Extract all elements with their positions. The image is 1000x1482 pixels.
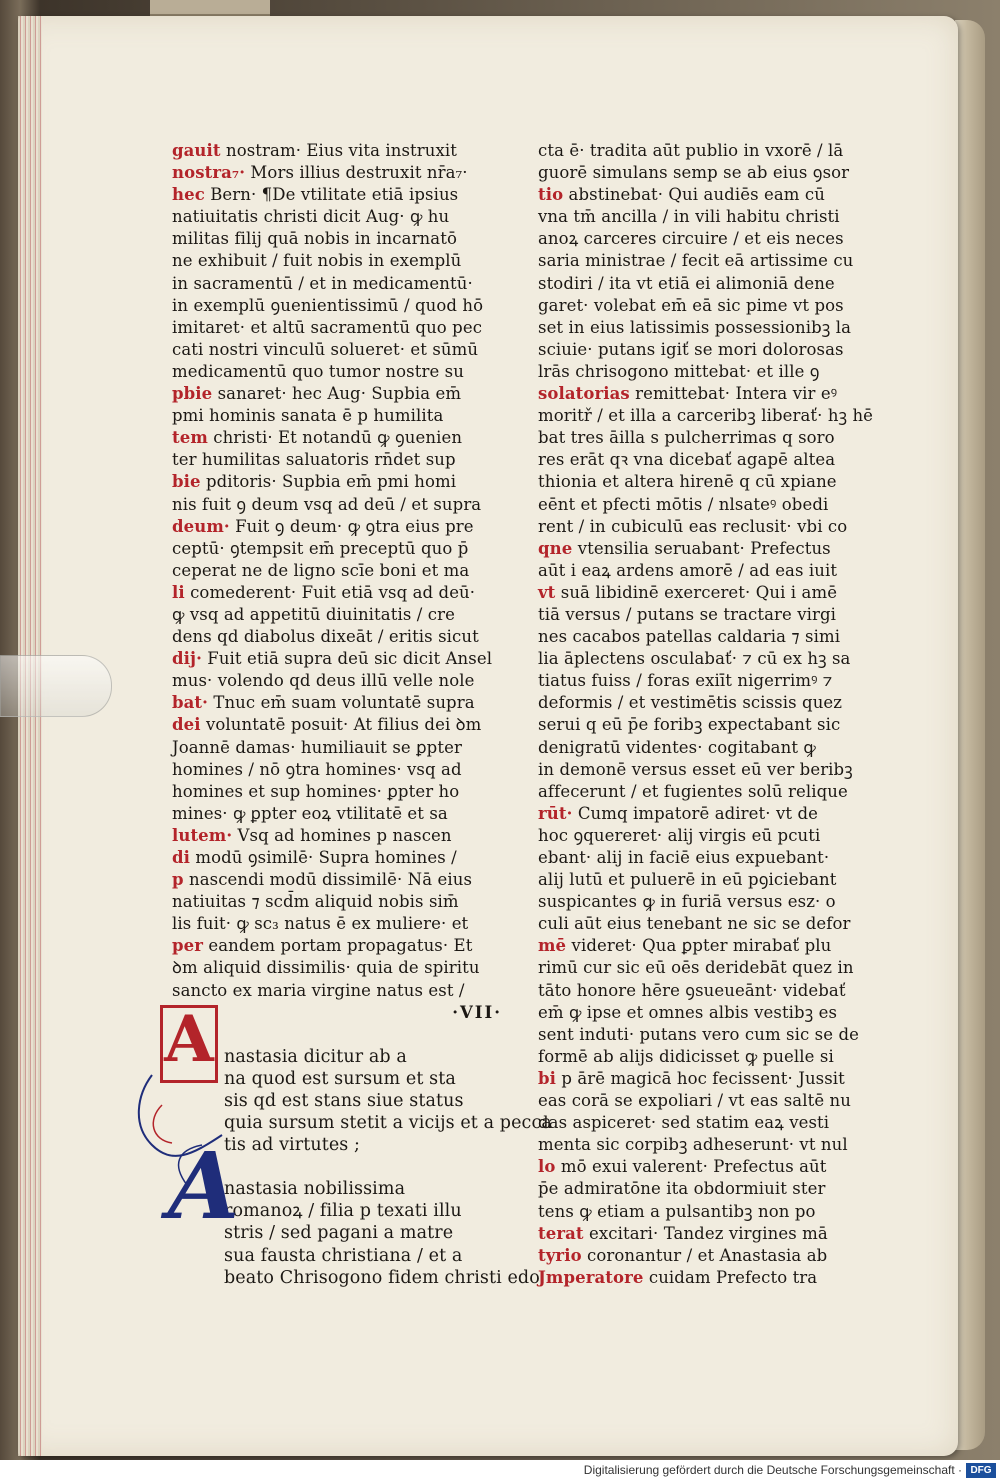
left-column-line: homines et sup homines· ꝑpter ho <box>172 781 460 801</box>
red-initial-letter: A <box>160 1005 218 1083</box>
right-column-line: qne vtensilia seruabant· Prefectus <box>538 538 831 558</box>
rubric-mark: hec <box>172 185 205 205</box>
right-column-line: guorē simulans semp se ab eius ꝯsor <box>538 163 850 183</box>
legend-line: nastasia nobilissima <box>224 1179 406 1200</box>
rubric-mark: tyrio <box>538 1245 582 1265</box>
rubric-mark: p <box>172 870 184 890</box>
left-column-line: medicamentū quo tumor nostre su <box>172 361 464 381</box>
footer-bar <box>0 1460 1000 1482</box>
left-column-line: mus· volendo qd deus illū velle nole <box>172 671 475 691</box>
right-column-line: das aspiceret· sed statim eaꝝ vesti <box>538 1113 830 1133</box>
right-column-line: Jmperatore cuidam Prefecto tra <box>538 1267 818 1287</box>
left-column-line: nostra₇· Mors illius destruxit nr̄a₇· <box>172 163 468 183</box>
rubric-mark: rūt· <box>538 803 573 823</box>
right-column-line: set in eius latissimis possessionibꝫ la <box>538 317 852 337</box>
right-column-line: denigratū videntes· cogitabant ꝙ <box>538 737 816 757</box>
left-column-line: pbie sanaret· hec Aug· Supbia em̄ <box>172 384 462 404</box>
right-column-line: eas corā se expoliari / vt eas saltē nu <box>538 1091 851 1111</box>
right-column-line: stodiri / ita vt etiā ei alimoniā dene <box>538 273 835 293</box>
rubric-mark: deum· <box>172 516 230 536</box>
right-column-line: serui q eū p̄e foribꝫ expectabant sic <box>538 715 841 735</box>
right-column-line: rimū cur sic eū oēs deridebāt quez in <box>538 958 854 978</box>
right-column-line: cta ē· tradita aūt publio in vxorē / lā <box>538 141 844 160</box>
left-column-line: gauit nostram· Eius vita instruxit <box>172 141 457 160</box>
right-column-line: eēnt et pfecti mōtis / nlsateꝰ obedi <box>538 494 829 514</box>
right-column-line: p̄e admiratōne ita obdormiuit ster <box>538 1179 826 1199</box>
chapter-intro-line: quia sursum stetit a vicijs et a pecca <box>224 1113 552 1134</box>
left-column-line: militas filij quā nobis in incarnatō <box>172 229 457 249</box>
left-column-line: bat· Tnuc em̄ suam voluntatē supra <box>172 693 475 713</box>
chapter-intro-line: tis ad virtutes ; <box>224 1135 361 1156</box>
right-column-line: garet· volebat em̄ eā sic pime vt pos <box>538 295 844 315</box>
right-column-line: alij lutū et puluerē in eū pꝯiciebant <box>538 870 837 890</box>
rubric-mark: di <box>172 848 191 867</box>
left-column-line: sancto ex maria virgine natus est / <box>172 980 465 1000</box>
right-column-line: affecerunt / et fugientes solū relique <box>538 781 848 801</box>
rubric-mark: mē <box>538 936 567 956</box>
left-column-line: ne exhibuit / fuit nobis in exemplū <box>172 251 462 271</box>
rubric-mark: tem <box>172 428 208 448</box>
rubric-mark: bi <box>538 1068 557 1088</box>
rubric-mark: pbie <box>172 384 213 404</box>
rubric-mark: bie <box>172 472 201 492</box>
left-column-line: hec Bern· ¶De vtilitate etiā ipsius <box>172 185 459 205</box>
rubric-mark: qne <box>538 538 573 558</box>
dfg-logo: DFG <box>966 1463 996 1478</box>
legend-line: romanoꝝ / filia p texati illu <box>224 1201 462 1222</box>
right-column-line: anoꝝ carceres circuire / et eis neces <box>538 229 844 249</box>
page-edge <box>955 20 985 1450</box>
right-column-line: saria ministrae / fecit eā artissime cu <box>538 251 854 271</box>
right-column-line: tiatus fuiss / foras exiīt nigerrimꝰ ⁊ <box>538 671 833 691</box>
legend-line: beato Chrisogono fidem christi edo <box>224 1267 540 1288</box>
right-column-lines <box>538 140 884 1289</box>
left-column-line: ꝺm aliquid dissimilis· quia de spiritu <box>172 958 480 978</box>
right-column-line: suspicantes ꝙ in furiā versus esz· o <box>538 892 836 912</box>
chapter-intro-line: nastasia dicitur ab a <box>224 1046 407 1067</box>
blue-initial-letter: A <box>168 1132 240 1240</box>
right-column-line: tiā versus / putans se tractare virgi <box>538 604 837 624</box>
right-column-line: rūt· Cumq impatorē adiret· vt de <box>538 803 818 823</box>
page-gutter <box>18 16 42 1456</box>
left-column-line: pmi hominis sanata ē p humilita <box>172 406 444 426</box>
left-column-line: per eandem portam propagatus· Et <box>172 936 473 956</box>
right-column-line: solatorias remittebat· Intera vir eꝰ <box>538 384 838 404</box>
left-column-line: lis fuit· ꝙ sc₃ natus ē ex muliere· et <box>172 914 469 934</box>
rubric-mark: lutem· <box>172 825 233 845</box>
right-column-line: thionia et altera hirenē q cū xpiane <box>538 472 837 492</box>
left-column-line: p nascendi modū dissimilē· Nā eius <box>172 870 473 890</box>
left-column-line: imitaret· et altū sacramentū quo pec <box>172 317 483 337</box>
rubric-mark: dei <box>172 715 201 735</box>
right-column-line: culi aūt eius tenebant ne sic se defor <box>538 914 851 934</box>
left-column-line: homines / nō ꝯtra homines· vsq ad <box>172 759 462 779</box>
left-column-line: in exemplū ꝯuenientissimū / quod hō <box>172 295 484 315</box>
rubric-mark: Jmperatore <box>538 1267 644 1287</box>
rubric-mark: nostra₇· <box>172 163 246 183</box>
left-column-line: natiuitas ⁊ scd̄m aliquid nobis sim̄ <box>172 892 459 912</box>
rubric-mark: li <box>172 582 185 602</box>
chapter-intro-line: sis qd est stans siue status <box>224 1090 464 1111</box>
right-column-line: hoc ꝯquereret· alij virgis eū pcuti <box>538 825 821 845</box>
left-column-line: dei voluntatē posuit· At filius dei ꝺm <box>172 715 482 735</box>
left-column-lines <box>172 140 502 1002</box>
binding-strip <box>150 0 270 16</box>
right-column-line: deformis / et vestimētis scissis quez <box>538 693 843 713</box>
legend-line: stris / sed pagani a matre <box>224 1223 454 1244</box>
chapter-intro-line: na quod est sursum et sta <box>224 1068 456 1089</box>
right-column-line: tio abstinebat· Qui audiēs eam cū <box>538 185 825 205</box>
right-column-line: vna tm̄ ancilla / in vili habitu christi <box>538 207 840 227</box>
left-column-line: tem christi· Et notandū ꝙ ꝯuenien <box>172 428 463 448</box>
rubric-mark: dij· <box>172 649 202 669</box>
rubric-mark: gauit <box>172 141 221 160</box>
funding-note: Digitalisierung gefördert durch die Deutsche Forschungsgemeinschaft · <box>583 1463 962 1477</box>
right-column-line: vt suā libidinē exerceret· Qui i amē <box>538 582 838 602</box>
right-column-line: formē ab alijs didicisset ꝙ puelle si <box>538 1046 834 1066</box>
rubric-mark: vt <box>538 582 556 602</box>
right-column-line: in demonē versus esset eū ver beribꝫ <box>538 759 853 779</box>
rubric-mark: terat <box>538 1223 584 1243</box>
right-column-line: res erāt qꝛ vna dicebať agapē altea <box>538 450 836 470</box>
rubric-mark: solatorias <box>538 384 630 404</box>
right-column-line: lrās chrisogono mittebat· et ille ꝯ <box>538 361 820 381</box>
left-column-line: ceperat ne de ligno scīe boni et ma <box>172 560 470 580</box>
rubric-mark: tio <box>538 185 564 205</box>
left-column-line: Joannē damas· humiliauit se ꝑpter <box>172 737 462 757</box>
right-column-line: ebant· alij in faciē eius expuebant· <box>538 848 830 867</box>
right-column-line: bi p ārē magicā hoc fecissent· Jussit <box>538 1068 845 1088</box>
left-column-line: mines· ꝙ ꝑpter eoꝝ vtilitatē et sa <box>172 803 448 823</box>
right-column-line: nes cacabos patellas caldaria ⁊ simi <box>538 627 841 647</box>
left-column-line: dens qd diabolus dixeāt / eritis sicut <box>172 627 479 647</box>
right-column-line: sent induti· putans vero cum sic se de <box>538 1024 859 1044</box>
right-column-line: menta sic corpibꝫ adheserunt· vt nul <box>538 1135 848 1155</box>
right-column-line: moritř / et illa a carceribꝫ liberať· hꝫ hē <box>538 406 874 426</box>
left-column-line: lutem· Vsq ad homines p nascen <box>172 825 452 845</box>
right-text-column <box>538 140 884 1289</box>
spacer <box>172 1024 502 1046</box>
right-column-line: tens ꝙ etiam a pulsantibꝫ non po <box>538 1201 816 1221</box>
chapter-number: ·VII· <box>452 1002 502 1022</box>
right-column-line: rent / in cubiculū eas reclusit· vbi co <box>538 516 848 536</box>
left-column-line: di modū ꝯsimilē· Supra homines / <box>172 848 457 867</box>
right-column-line: sciuie· putans igiť se mori dolorosas <box>538 339 844 359</box>
left-column-line: nis fuit ꝯ deum vsq ad deū / et supra <box>172 494 482 514</box>
plastic-clip <box>0 655 112 717</box>
left-column-line: li comederent· Fuit etiā vsq ad deū· <box>172 582 476 602</box>
right-column-line: tyrio coronantur / et Anastasia ab <box>538 1245 828 1265</box>
rubric-mark: lo <box>538 1157 556 1177</box>
rubric-mark: per <box>172 936 204 956</box>
left-column-line: natiuitatis christi dicit Aug· ꝙ hu <box>172 207 450 227</box>
left-column-line: ter humilitas saluatoris rn̄det sup <box>172 450 456 470</box>
right-column-line: tāto honore hēre ꝯsueueānt· videbať <box>538 980 846 1000</box>
right-column-line: em̄ ꝙ ipse et omnes albis vestibꝫ es <box>538 1002 838 1022</box>
left-column-line: in sacramentū / et in medicamentū· <box>172 273 473 293</box>
left-column-line: dij· Fuit etiā supra deū sic dicit Ansel <box>172 649 493 669</box>
right-column-line: aūt i eaꝝ ardens amorē / ad eas iuit <box>538 560 838 580</box>
right-column-line: bat tres āilla s pulcherrimas q soro <box>538 428 835 448</box>
left-column-line: cati nostri vinculū solueret· et sūmū <box>172 339 479 359</box>
right-column-line: lo mō exui valerent· Prefectus aūt <box>538 1157 827 1177</box>
right-column-line: mē videret· Qua ꝑpter mirabať plu <box>538 936 832 956</box>
rubric-mark: bat· <box>172 693 208 713</box>
legend-line: sua fausta christiana / et a <box>224 1245 463 1266</box>
left-column-line: ceptū· ꝯtempsit em̄ preceptū quo p̄ <box>172 538 469 558</box>
right-column-line: terat excitari· Tandez virgines mā <box>538 1223 828 1243</box>
left-column-line: bie pditoris· Supbia em̄ pmi homi <box>172 472 457 492</box>
left-column-line: deum· Fuit ꝯ deum· ꝙ ꝯtra eius pre <box>172 516 474 536</box>
right-column-line: lia āplectens osculabať· ⁊ cū ex hꝫ sa <box>538 649 851 669</box>
left-column-line: ꝙ vsq ad appetitū diuinitatis / cre <box>172 604 455 624</box>
